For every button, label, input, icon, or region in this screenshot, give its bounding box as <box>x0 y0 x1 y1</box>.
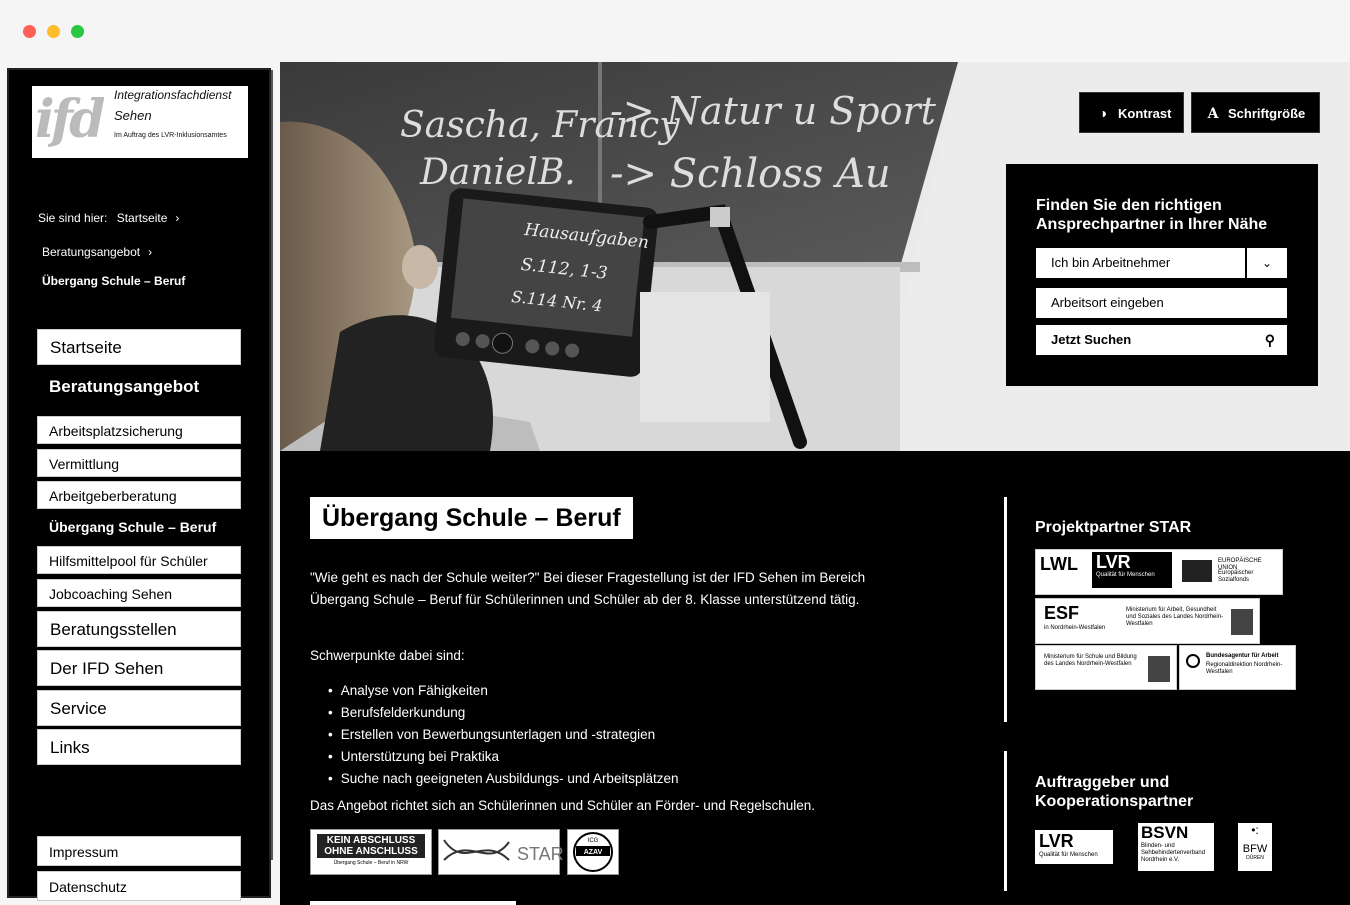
bsvn-logo <box>1138 823 1214 871</box>
badge-text: KEIN ABSCHLUSS OHNE ANSCHLUSS <box>324 835 418 857</box>
ba-icon <box>1186 654 1200 668</box>
board-line-3: -> Natur u Sport <box>610 89 936 133</box>
star-logos-row-1 <box>1035 549 1283 595</box>
role-select-value: Ich bin Arbeitnehmer <box>1051 255 1171 270</box>
list-item: • Erstellen von Bewerbungsunterlagen und -strategien <box>328 724 679 746</box>
board-line-2: DanielB. <box>420 152 576 193</box>
lvr-coop-subtext: Qualität für Menschen <box>1039 852 1098 858</box>
nav-service[interactable]: Service <box>37 690 241 726</box>
nav-vermittlung[interactable]: Vermittlung <box>37 449 241 477</box>
logo-line-3: Im Auftrag des LVR-Inklusionsamtes <box>114 132 227 139</box>
focus-label: Schwerpunkte dabei sind: <box>310 648 465 663</box>
nav-links[interactable]: Links <box>37 729 241 765</box>
breadcrumb-beratungsangebot[interactable]: Beratungsangebot <box>42 245 141 259</box>
main-content <box>280 62 1350 905</box>
chevron-right-icon: › <box>148 245 153 259</box>
bfw-text: BFW <box>1242 843 1268 855</box>
hero-banner <box>280 62 1350 451</box>
esf-nrw-text: in Nordrhein-Westfalen <box>1044 625 1106 631</box>
search-button-label: Jetzt Suchen <box>1051 332 1132 347</box>
page-title-box <box>310 497 633 539</box>
lvr-logo <box>1092 552 1172 588</box>
search-button[interactable] <box>1036 325 1287 355</box>
board-line-4: -> Schloss Au <box>610 151 891 197</box>
list-item: • Suche nach geeigneten Ausbildungs- und Arbeitsplätzen <box>328 768 679 790</box>
list-item: • Unterstützung bei Praktika <box>328 746 679 768</box>
kein-abschluss-badge <box>310 829 432 875</box>
chevron-down-icon[interactable]: ⌄ <box>1245 248 1287 278</box>
breadcrumb <box>38 211 179 225</box>
star-badge <box>438 829 564 875</box>
eu-logo-text: EUROPÄISCHE UNION <box>1218 558 1262 571</box>
ifd-logo[interactable] <box>32 86 248 158</box>
sidebar <box>7 68 271 898</box>
breadcrumb-prefix: Sie sind hier: <box>38 211 108 225</box>
divider <box>1004 751 1007 891</box>
bsvn-subtext: Blinden- und Sehbehindertenverband Nordrhein e.V. <box>1141 843 1206 863</box>
coop-partners-title: Auftraggeber und Kooperationspartner <box>1035 774 1194 810</box>
lvr-logo-subtext: Qualität für Menschen <box>1096 572 1155 578</box>
font-size-label: Schriftgröße <box>1228 106 1306 121</box>
lwl-logo: LWL <box>1040 554 1078 574</box>
azav-badge <box>567 829 619 875</box>
nav-datenschutz[interactable]: Datenschutz <box>37 871 241 901</box>
ba-logo-text: Bundesagentur für Arbeit <box>1206 653 1279 659</box>
logo-line-2: Sehen <box>114 108 152 123</box>
azav-label: AZAV <box>583 849 603 856</box>
lvr-coop-text: LVR <box>1039 831 1074 851</box>
chevron-right-icon: › <box>175 211 180 225</box>
board-line-1: Sascha, Francy <box>400 105 680 146</box>
focus-list <box>328 680 679 790</box>
article <box>280 451 1350 905</box>
window-titlebar <box>0 0 1350 62</box>
page-title: Übergang Schule – Beruf <box>322 504 621 532</box>
breadcrumb-startseite[interactable]: Startseite <box>116 211 168 225</box>
intro-text: "Wie geht es nach der Schule weiter?" Bei dieser Fragestellung ist der IFD Sehen im Bereich Übergang Schule – Beruf für Schülerinnen und Schüler ab der 8. Klasse unterstützend tätig. <box>310 570 866 607</box>
star-badge-label: STAR <box>517 844 564 864</box>
sidebar-scrollbar[interactable] <box>271 70 273 860</box>
nrw-crest-icon <box>1148 656 1170 682</box>
breadcrumb-current: Übergang Schule – Beruf <box>42 274 186 288</box>
closing-text: Das Angebot richtet sich an Schülerinnen und Schüler an Förder- und Regelschulen. <box>310 798 816 813</box>
list-item: • Analyse von Fähigkeiten <box>328 680 679 702</box>
nrw-crest-icon <box>1231 609 1253 635</box>
close-window-icon[interactable] <box>23 25 36 38</box>
role-select[interactable] <box>1036 248 1287 278</box>
maximize-window-icon[interactable] <box>71 25 84 38</box>
nav-beratungsangebot[interactable]: Beratungsangebot <box>49 377 200 396</box>
nav-beratungsstellen[interactable]: Beratungsstellen <box>37 611 241 647</box>
bfw-dots-icon: •: <box>1251 823 1259 837</box>
contact-finder <box>1006 164 1318 386</box>
list-item: • Berufsfelderkundung <box>328 702 679 724</box>
font-size-icon: A <box>1207 106 1219 122</box>
msb-logo <box>1035 645 1177 690</box>
esf-eu-text: Europäischer Sozialfonds <box>1218 570 1254 583</box>
badge-subtext: Übergang Schule – Beruf in NRW <box>333 860 409 866</box>
star-logos-row-2 <box>1035 598 1260 644</box>
minimize-window-icon[interactable] <box>47 25 60 38</box>
ifd-logo-mark: ifd <box>35 89 102 150</box>
logo-line-1: Integrationsfachdienst <box>114 88 232 102</box>
bfw-subtext: DÜREN <box>1246 855 1264 861</box>
nav-uebergang-schule-beruf[interactable]: Übergang Schule – Beruf <box>49 519 217 535</box>
nav-der-ifd-sehen[interactable]: Der IFD Sehen <box>37 650 241 686</box>
nav-jobcoaching[interactable]: Jobcoaching Sehen <box>37 579 241 607</box>
msb-logo-text: Ministerium für Schule und Bildung des Landes Nordrhein-Westfalen <box>1044 654 1137 667</box>
screen-line-3: S.114 Nr. 4 <box>510 286 604 316</box>
esf-logo: ESF <box>1044 603 1080 623</box>
ba-logo-subtext: Regionaldirektion Nordrhein-Westfalen <box>1206 662 1283 675</box>
screen-line-1: Hausaufgaben <box>523 219 650 253</box>
contrast-button[interactable] <box>1079 92 1184 133</box>
divider <box>1004 497 1007 722</box>
breadcrumb-row-2 <box>42 245 152 259</box>
section-divider <box>310 901 516 905</box>
bfw-logo <box>1238 823 1272 871</box>
search-icon: ⚲ <box>1264 332 1275 348</box>
lvr-coop-logo <box>1035 830 1113 864</box>
finder-title: Finden Sie den richtigen Ansprechpartner in Ihrer Nähe <box>1036 197 1268 233</box>
bsvn-text: BSVN <box>1141 823 1189 842</box>
nav-impressum[interactable]: Impressum <box>37 836 241 866</box>
nav-hilfsmittelpool[interactable]: Hilfsmittelpool für Schüler <box>37 546 241 574</box>
mags-logo-text: Ministerium für Arbeit, Gesundheit und Soziales des Landes Nordrhein-Westfalen <box>1126 607 1224 627</box>
nav-arbeitgeberberatung[interactable]: Arbeitgeberberatung <box>37 481 241 509</box>
font-size-button[interactable] <box>1191 92 1320 133</box>
ba-logo <box>1179 645 1296 690</box>
star-partners-title: Projektpartner STAR <box>1035 519 1192 536</box>
contrast-label: Kontrast <box>1118 106 1172 121</box>
eu-flag-icon <box>1182 560 1212 582</box>
nav-startseite[interactable]: Startseite <box>37 329 241 365</box>
icg-label: ICG <box>587 838 599 844</box>
location-input[interactable]: Arbeitsort eingeben <box>1036 288 1287 318</box>
lvr-logo-text: LVR <box>1096 552 1131 572</box>
screen-line-2: S.112, 1-3 <box>519 254 609 284</box>
contrast-icon: ◑ <box>1098 105 1108 121</box>
nav-arbeitsplatzsicherung[interactable]: Arbeitsplatzsicherung <box>37 416 241 444</box>
